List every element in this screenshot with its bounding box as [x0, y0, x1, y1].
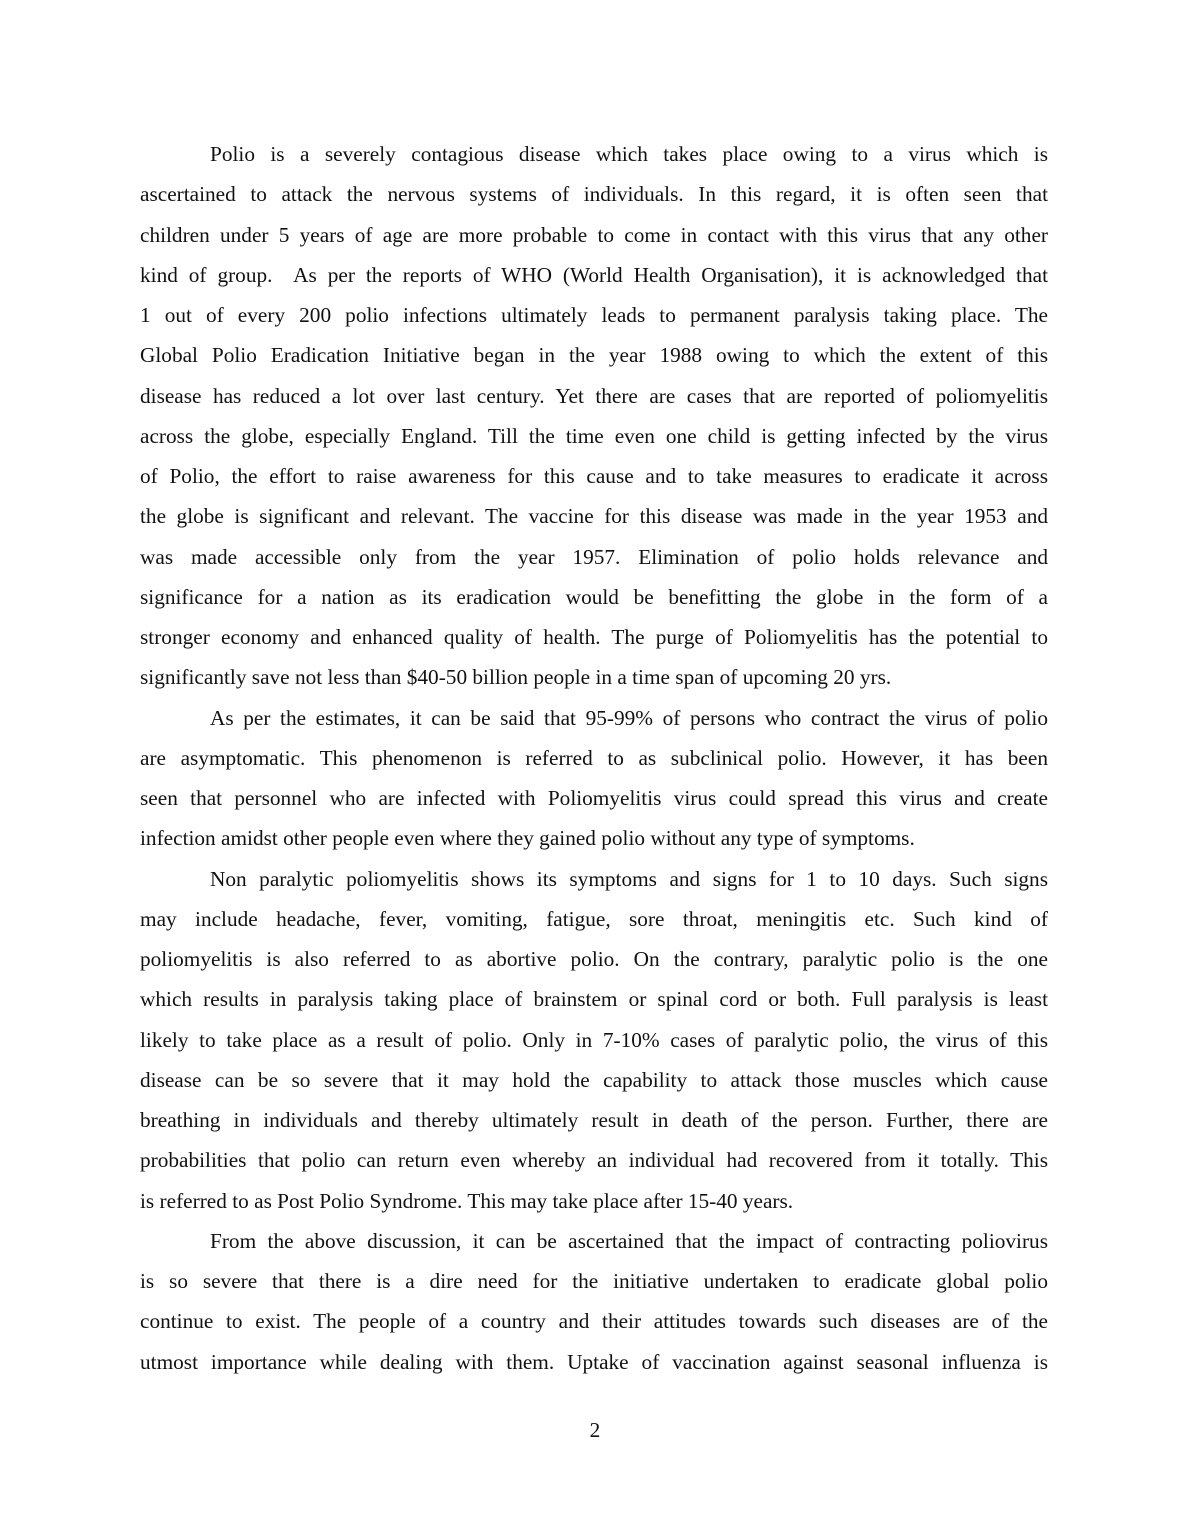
text-line: continue to exist. The people of a country and their attitudes towards such diseases are of the [140, 1309, 1048, 1334]
page-number: 2 [589, 1418, 601, 1442]
text-line: Global Polio Eradication Initiative began in the year 1988 owing to which the extent of this [140, 343, 1048, 368]
text-line: utmost importance while dealing with them. Uptake of vaccination against seasonal influenza is [140, 1349, 1048, 1374]
paragraph [140, 134, 1048, 698]
paragraph [140, 859, 1048, 1221]
text-line: significance for a nation as its eradication would be benefitting the globe in the form of a [140, 584, 1048, 609]
paragraph [140, 698, 1048, 859]
text-line: which results in paralysis taking place of brainstem or spinal cord or both. Full paralysis is least [140, 987, 1048, 1012]
text-line: was made accessible only from the year 1957. Elimination of polio holds relevance and [140, 544, 1048, 569]
text-line: kind of group. As per the reports of WHO (World Health Organisation), it is acknowledged that [140, 262, 1048, 287]
text-line: significantly save not less than $40-50 billion people in a time span of upcoming 20 yrs. [140, 665, 892, 690]
text-line: likely to take place as a result of polio. Only in 7-10% cases of paralytic polio, the virus of this [140, 1027, 1048, 1052]
text-line: is referred to as Post Polio Syndrome. This may take place after 15-40 years. [140, 1188, 794, 1213]
text-line: across the globe, especially England. Till the time even one child is getting infected by the virus [140, 423, 1048, 448]
text-line: 1 out of every 200 polio infections ultimately leads to permanent paralysis taking place. The [140, 303, 1048, 327]
paragraph [140, 1221, 1048, 1382]
text-line: the globe is significant and relevant. The vaccine for this disease was made in the year 1953 and [140, 504, 1048, 529]
text-line: As per the estimates, it can be said that 95-99% of persons who contract the virus of polio [210, 705, 1048, 730]
text-line: of Polio, the effort to raise awareness for this cause and to take measures to eradicate it across [140, 464, 1048, 488]
text-line: Polio is a severely contagious disease which takes place owing to a virus which is [210, 142, 1048, 166]
text-line: poliomyelitis is also referred to as abortive polio. On the contrary, paralytic polio is the one [140, 947, 1048, 971]
text-line: From the above discussion, it can be ascertained that the impact of contracting poliovirus [210, 1228, 1048, 1253]
text-line: Non paralytic poliomyelitis shows its symptoms and signs for 1 to 10 days. Such signs [210, 866, 1048, 891]
text-line: stronger economy and enhanced quality of health. The purge of Poliomyelitis has the potential to [140, 625, 1048, 649]
text-line: seen that personnel who are infected with Poliomyelitis virus could spread this virus and create [140, 786, 1048, 810]
text-line: infection amidst other people even where they gained polio without any type of symptoms. [140, 826, 915, 851]
text-line: disease can be so severe that it may hold the capability to attack those muscles which cause [140, 1067, 1048, 1092]
text-line: ascertained to attack the nervous systems of individuals. In this regard, it is often seen that [140, 182, 1048, 207]
text-line: disease has reduced a lot over last century. Yet there are cases that are reported of poliomyelitis [140, 383, 1048, 408]
text-line: breathing in individuals and thereby ultimately result in death of the person. Further, there are [140, 1108, 1048, 1132]
text-line: are asymptomatic. This phenomenon is referred to as subclinical polio. However, it has been [140, 745, 1048, 770]
text-line: children under 5 years of age are more probable to come in contact with this virus that any other [140, 222, 1048, 247]
text-line: probabilities that polio can return even whereby an individual had recovered from it totally. This [140, 1148, 1048, 1173]
text-line: may include headache, fever, vomiting, fatigue, sore throat, meningitis etc. Such kind of [140, 906, 1048, 931]
document-body [140, 134, 1048, 1382]
text-line: is so severe that there is a dire need for the initiative undertaken to eradicate global polio [140, 1269, 1048, 1293]
